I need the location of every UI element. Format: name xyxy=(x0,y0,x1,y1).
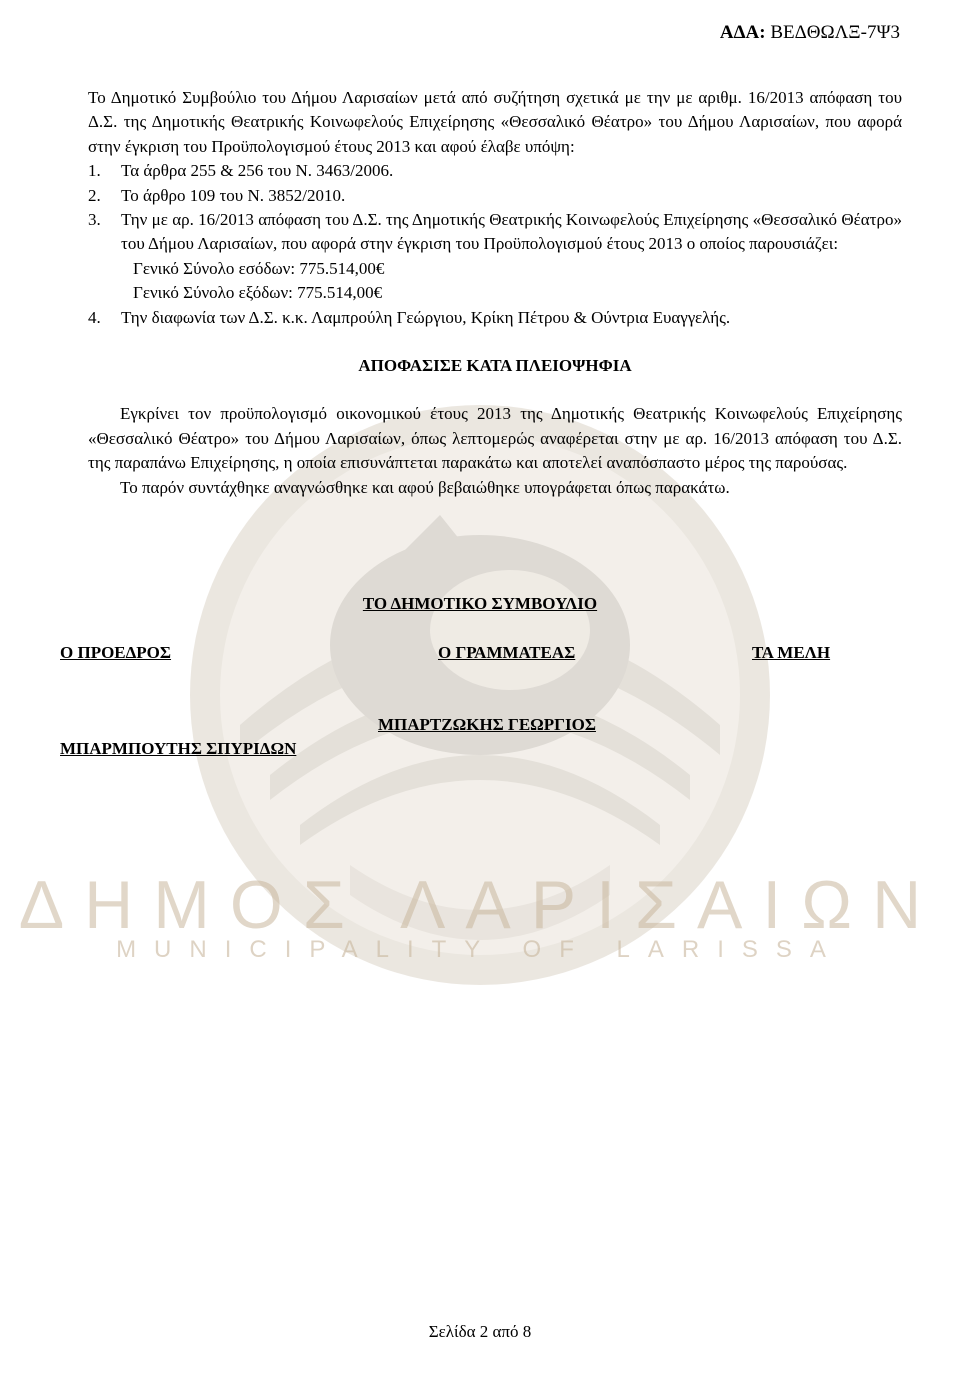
president-title: Ο ΠΡΟΕΔΡΟΣ xyxy=(60,643,172,662)
council-title: ΤΟ ΔΗΜΟΤΙΚΟ ΣΥΜΒΟΥΛΙΟ xyxy=(362,594,598,613)
list-item-number: 3. xyxy=(88,210,101,230)
list-item-text: Την διαφωνία των Δ.Σ. κ.κ. Λαμπρούλη Γεώργιου, Κρίκη Πέτρου & Ούντρια Ευαγγελής. xyxy=(121,307,731,327)
list-item xyxy=(88,306,902,330)
page-number-footer: Σελίδα 2 από 8 xyxy=(428,1322,532,1341)
list-item xyxy=(88,159,902,183)
list-item-text: Το άρθρο 109 του Ν. 3852/2010. xyxy=(121,185,346,205)
list-item-text: Τα άρθρα 255 & 256 του Ν. 3463/2006. xyxy=(121,161,394,181)
intro-paragraph: Το Δημοτικό Συμβούλιο του Δήμου Λαρισαίων μετά από συζήτηση σχετικά με την με αριθμ. 16/2013 απόφαση του Δ.Σ. της Δημοτικής Θεατρικής Κοινωφελούς Επιχείρησης «Θεσσαλικό Θέατρο» του Δήμου Λαρισαίων, που αφορά στην έγκριση του Προϋπολογισμού έτους 2013 και αφού έλαβε υπόψη: xyxy=(88,88,902,156)
decision-paragraph: Εγκρίνει τον προϋπολογισμό οικονομικού έτους 2013 της Δημοτικής Θεατρικής Κοινωφελούς Επιχείρησης «Θεσσαλικό Θέατρο» του Δήμου Λαρισαίων, όπως λεπτομερώς αναφέρεται στην με αρ. 16/2013 απόφαση του Δ.Σ. της παραπάνω Επιχείρησης, η οποία επισυνάπτεται παρακάτω και αποτελεί αναπόσπαστο μέρος της παρούσας. xyxy=(88,404,902,473)
members-title: ΤΑ ΜΕΛΗ xyxy=(752,643,831,662)
secretary-title: Ο ΓΡΑΜΜΑΤΕΑΣ xyxy=(438,643,576,662)
ada-header xyxy=(720,22,900,44)
president-name: ΜΠΑΡΜΠΟΥΤΗΣ ΣΠΥΡΙΔΩΝ xyxy=(60,739,297,758)
closing-paragraph: Το παρόν συντάχθηκε αναγνώσθηκε και αφού βεβαιώθηκε υπογράφεται όπως παρακάτω. xyxy=(120,477,730,497)
list-item-number: 4. xyxy=(88,307,101,327)
list-item xyxy=(88,208,902,257)
document-body xyxy=(88,86,902,500)
list-item-number: 2. xyxy=(88,185,101,205)
expenses-total xyxy=(88,281,902,305)
ada-label: ΑΔΑ: xyxy=(719,22,766,43)
list-item-number: 1. xyxy=(88,161,101,181)
secretary-name: ΜΠΑΡΤΖΩΚΗΣ ΓΕΩΡΓΙΟΣ xyxy=(378,715,596,734)
watermark-subtitle: MUNICIPALITY OF LARISSA xyxy=(116,936,844,963)
list-item xyxy=(88,184,902,208)
expenses-total-text: Γενικό Σύνολο εξόδων: 775.514,00€ xyxy=(133,283,383,303)
decision-heading: ΑΠΟΦΑΣΙΣΕ ΚΑΤΑ ΠΛΕΙΟΨΗΦΙΑ xyxy=(358,356,632,376)
income-total xyxy=(88,257,902,281)
watermark-title: ΔΗΜΟΣ ΛΑΡΙΣΑΙΩΝ xyxy=(18,867,942,943)
list-item-text: Την με αρ. 16/2013 απόφαση του Δ.Σ. της Δημοτικής Θεατρικής Κοινωφελούς Επιχείρησης «Θεσσαλικό Θέατρο» του Δήμου Λαρισαίων, που αφορά στην έγκριση του Προϋπολογισμού έτους 2013 ο οποίος παρουσιάζει: xyxy=(121,210,902,254)
considerations-list xyxy=(88,159,902,330)
income-total-text: Γενικό Σύνολο εσόδων: 775.514,00€ xyxy=(133,258,385,278)
ada-code: ΒΕΔΘΩΛΞ-7Ψ3 xyxy=(770,22,900,43)
